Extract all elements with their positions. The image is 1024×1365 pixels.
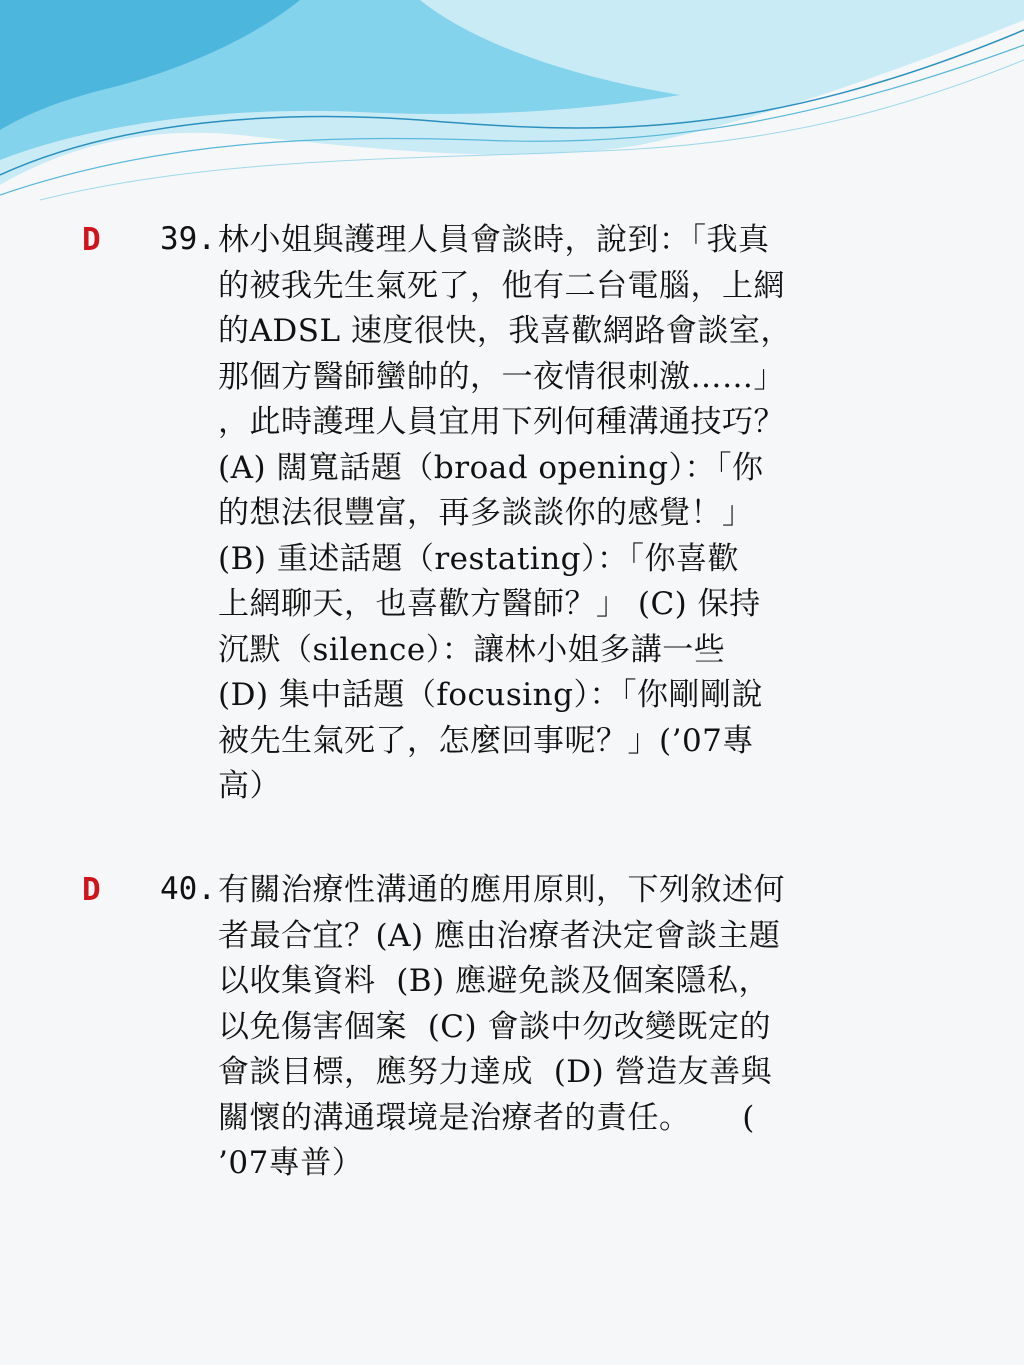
question-text <box>218 868 902 1187</box>
question-line: 的想法很豐富，再多談談你的感覺！」 <box>218 495 754 531</box>
question-line: (A) 闊寬話題（broad opening）：「你 <box>218 449 764 486</box>
answer-key: D <box>82 222 101 258</box>
question-line: 以收集資料 (B) 應避免談及個案隱私， <box>218 963 771 999</box>
question-line: (B) 重述話題（restating）：「你喜歡 <box>218 540 740 577</box>
question-line: 林小姐與護理人員會談時，說到：「我真 <box>218 222 770 258</box>
question-line: 的ADSL 速度很快，我喜歡網路會談室， <box>218 313 792 349</box>
question-line: 關懷的溝通環境是治療者的責任。 ( <box>218 1099 755 1136</box>
question-line: ，此時護理人員宜用下列何種溝通技巧？ <box>218 404 785 440</box>
question-number: 40. <box>160 871 216 907</box>
question-line: 者最合宜？(A) 應由治療者決定會談主題 <box>218 917 781 954</box>
question-line: 的被我先生氣死了，他有二台電腦，上網 <box>218 267 785 304</box>
question-line: 被先生氣死了，怎麼回事呢？」(’07專 <box>218 722 754 759</box>
question-number: 39. <box>160 221 216 257</box>
question-text <box>218 218 902 810</box>
question-line: 有關治療性溝通的應用原則，下列敘述何 <box>218 872 785 908</box>
question-line: 那個方醫師蠻帥的，一夜情很刺激……」 <box>218 358 785 395</box>
question-line: 上網聊天，也喜歡方醫師？」 (C) 保持 <box>218 586 761 622</box>
question-line: 沉默（silence）：讓林小姐多講一些 <box>218 631 726 668</box>
answer-key: D <box>82 872 101 908</box>
question-line: 高） <box>218 768 281 804</box>
decorative-wave-header <box>0 0 1024 215</box>
question-line: 會談目標，應努力達成 (D) 營造友善與 <box>218 1054 773 1090</box>
question-line: 以免傷害個案 (C) 會談中勿改變既定的 <box>218 1008 771 1045</box>
question-line: ’07專普） <box>218 1145 364 1181</box>
question-line: (D) 集中話題（focusing）：「你剛剛說 <box>218 677 763 713</box>
